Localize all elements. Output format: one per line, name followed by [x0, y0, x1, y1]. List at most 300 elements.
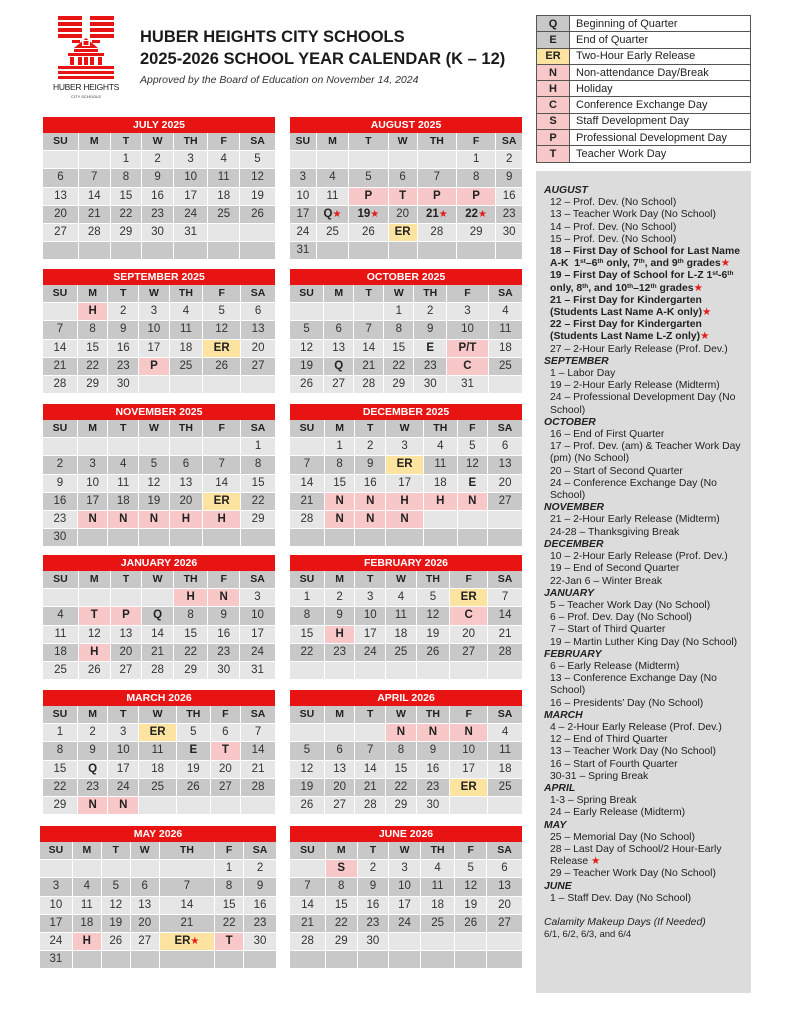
note-item-last-day: 28 – Last Day of School/2 Hour-Early Release ★	[550, 843, 722, 868]
day-cell: N	[458, 493, 488, 510]
day-cell: 18	[43, 644, 78, 661]
empty-day-cell	[386, 529, 423, 546]
legend-code: Q	[537, 16, 570, 32]
empty-day-cell	[418, 151, 456, 168]
day-cell: 25	[317, 224, 349, 241]
legend-row	[537, 32, 751, 48]
day-cell: 4	[489, 303, 522, 320]
week-row	[290, 151, 522, 168]
week-row	[290, 797, 522, 814]
day-cell: 15	[215, 897, 243, 914]
empty-day-cell	[139, 529, 169, 546]
weekday-label: SA	[489, 285, 522, 302]
day-cell: 23	[43, 511, 77, 528]
day-cell: 17	[240, 626, 275, 643]
day-cell: 1	[241, 438, 275, 455]
note-item: 27 – 2-Hour Early Release (Prof. Dev.)	[550, 343, 728, 355]
day-cell: 6	[389, 169, 417, 186]
month-calendar-july-2025	[43, 117, 275, 260]
empty-day-cell	[160, 860, 214, 877]
empty-day-cell	[102, 860, 130, 877]
day-cell: H	[78, 303, 108, 320]
day-cell: 23	[244, 915, 276, 932]
legend-label: Two-Hour Early Release	[570, 48, 751, 64]
note-item: 25 – Memorial Day (No School)	[550, 831, 695, 843]
weekday-label: SA	[241, 285, 275, 302]
day-cell: 13	[487, 878, 522, 895]
day-cell: 15	[290, 626, 324, 643]
day-cell: N	[78, 797, 108, 814]
week-row	[290, 897, 522, 914]
day-cell: 30	[244, 933, 276, 950]
week-row	[290, 607, 522, 624]
day-cell: 11	[73, 897, 101, 914]
empty-day-cell	[488, 511, 522, 528]
legend-code: T	[537, 146, 570, 162]
day-cell: 15	[386, 761, 416, 778]
month-calendar-february-2026	[290, 555, 522, 680]
weekday-label: M	[79, 133, 110, 150]
calamity-heading: Calamity Makeup Days (If Needed)	[544, 916, 706, 928]
day-cell: 10	[447, 321, 488, 338]
note-item: 24 – Early Release (Midterm)	[550, 807, 686, 819]
day-label: Q	[323, 207, 333, 220]
day-cell: 21	[142, 644, 173, 661]
empty-day-cell	[458, 511, 488, 528]
day-cell: 22	[111, 206, 142, 223]
day-cell: 11	[386, 607, 416, 624]
day-cell: 3	[355, 589, 385, 606]
weekday-label: SA	[241, 420, 275, 437]
day-cell: 14	[488, 607, 522, 624]
week-row	[290, 626, 522, 643]
day-cell: C	[447, 358, 488, 375]
weekday-header-row	[43, 571, 275, 588]
day-cell: 11	[317, 188, 349, 205]
empty-day-cell	[78, 529, 108, 546]
note-item: 16 – Presidents’ Day (No School)	[550, 697, 704, 709]
day-cell: 13	[131, 897, 159, 914]
approval-note: Approved by the Board of Education on November 14, 2024	[140, 74, 419, 86]
day-cell: 27	[111, 662, 142, 679]
empty-day-cell	[450, 662, 487, 679]
month-title: FEBRUARY 2026	[290, 555, 522, 571]
day-cell: 26	[177, 779, 209, 796]
day-cell: 4	[386, 589, 416, 606]
day-cell: 7	[160, 878, 214, 895]
weekday-label: F	[457, 133, 495, 150]
day-cell: 9	[78, 742, 108, 759]
note-item: 1 – Staff Dev. Day (No School)	[550, 892, 692, 904]
notes-heading-august: AUGUST	[544, 185, 588, 196]
weekday-label: W	[386, 571, 416, 588]
month-calendar-august-2025	[290, 117, 522, 260]
empty-day-cell	[290, 151, 316, 168]
day-cell: 17	[108, 761, 138, 778]
day-cell: 27	[211, 779, 241, 796]
empty-day-cell	[240, 242, 275, 259]
star-icon: ★	[478, 208, 488, 220]
weekday-header-row	[290, 706, 522, 723]
weekday-label: SA	[240, 133, 275, 150]
day-cell: 27	[131, 933, 159, 950]
day-cell: 18	[488, 761, 522, 778]
weekday-label: SA	[496, 133, 522, 150]
day-cell: 9	[43, 475, 77, 492]
month-grid	[39, 841, 277, 969]
day-cell: 8	[457, 169, 495, 186]
empty-day-cell	[389, 242, 417, 259]
legend-row	[537, 97, 751, 113]
day-cell: 21	[290, 493, 324, 510]
weekday-label: TH	[174, 133, 208, 150]
day-cell: 26	[349, 224, 387, 241]
day-cell: N	[139, 511, 169, 528]
empty-day-cell	[489, 376, 522, 393]
week-row	[290, 933, 522, 950]
day-cell: 29	[457, 224, 495, 241]
day-cell: 24	[389, 915, 420, 932]
day-cell: N	[386, 724, 416, 741]
day-cell: 5	[290, 321, 323, 338]
star-icon: ★	[332, 208, 342, 220]
week-row	[290, 529, 522, 546]
note-item: 17 – Prof. Dev. (am) & Teacher Work Day (pm) (No School)	[550, 441, 741, 465]
month-grid	[42, 419, 276, 547]
day-cell: 30	[496, 224, 522, 241]
weekday-label: F	[208, 133, 239, 150]
day-cell: 16	[108, 340, 138, 357]
month-grid	[42, 284, 276, 394]
day-cell: 23	[414, 358, 446, 375]
day-cell: 9	[358, 878, 389, 895]
day-cell: 29	[43, 797, 77, 814]
weekday-label: T	[354, 285, 383, 302]
day-cell: 28	[142, 662, 173, 679]
day-cell: N	[417, 724, 449, 741]
day-cell: 1	[111, 151, 142, 168]
day-cell: 10	[78, 475, 108, 492]
weekday-header-row	[290, 571, 522, 588]
day-cell: 20	[389, 206, 417, 223]
weekday-label: TH	[417, 571, 449, 588]
day-cell: 25	[386, 644, 416, 661]
week-row	[290, 742, 522, 759]
day-cell: 11	[208, 169, 239, 186]
note-item: 30-31 – Spring Break	[550, 770, 649, 782]
day-cell: 1	[325, 438, 355, 455]
weekday-label: W	[139, 285, 169, 302]
day-cell: 13	[241, 321, 275, 338]
empty-day-cell	[73, 951, 101, 968]
day-cell: 13	[488, 456, 522, 473]
week-row	[290, 340, 522, 357]
week-row	[43, 607, 275, 624]
legend-code: E	[537, 32, 570, 48]
day-cell: 24	[40, 933, 72, 950]
month-calendar-september-2025	[43, 269, 275, 394]
empty-day-cell	[40, 860, 72, 877]
day-cell: 14	[203, 475, 240, 492]
day-cell: 27	[487, 915, 522, 932]
week-row	[290, 662, 522, 679]
day-cell: 7	[290, 878, 325, 895]
day-cell: 27	[324, 376, 353, 393]
week-row	[290, 779, 522, 796]
day-cell: 28	[418, 224, 456, 241]
note-item-kindergarten-a-k: 21 – First Day for Kindergarten (Students Last Name A-K only)★	[550, 294, 712, 319]
day-cell: 26	[290, 797, 324, 814]
weekday-label: W	[389, 133, 417, 150]
note-item: 13 – Teacher Work Day (No School)	[550, 209, 716, 221]
empty-day-cell	[43, 438, 77, 455]
week-row	[290, 438, 522, 455]
week-row	[290, 456, 522, 473]
legend-label: Non-attendance Day/Break	[570, 64, 751, 80]
day-label: ER	[174, 935, 191, 948]
empty-day-cell	[421, 951, 455, 968]
day-cell: 15	[174, 626, 208, 643]
day-cell: 1	[215, 860, 243, 877]
notes-heading-march: MARCH	[544, 709, 583, 721]
empty-day-cell	[241, 376, 275, 393]
month-grid	[289, 419, 523, 547]
important-dates-panel	[536, 171, 751, 993]
empty-day-cell	[386, 662, 416, 679]
day-cell: 1	[384, 303, 413, 320]
week-row	[43, 493, 275, 510]
day-cell: 12	[455, 878, 486, 895]
month-calendar-may-2026	[40, 826, 276, 969]
day-cell: 21	[43, 358, 77, 375]
week-row	[290, 303, 522, 320]
empty-day-cell	[424, 511, 456, 528]
week-row	[40, 897, 276, 914]
day-cell: 19	[139, 493, 169, 510]
day-cell: 21	[160, 915, 214, 932]
empty-day-cell	[458, 529, 488, 546]
day-cell: 31	[40, 951, 72, 968]
day-cell: 9	[414, 321, 446, 338]
day-cell: 8	[241, 456, 275, 473]
calendar-title: 2025-2026 SCHOOL YEAR CALENDAR (K – 12)	[140, 50, 506, 68]
note-item-first-day-l-z: 19 – First Day of School for L-Z 1st-6th only, 8th, and 10th–12th grades★	[550, 270, 734, 294]
legend-row	[537, 81, 751, 97]
day-cell: 10	[355, 607, 385, 624]
week-row	[290, 878, 522, 895]
empty-day-cell	[170, 376, 202, 393]
empty-day-cell	[488, 662, 522, 679]
day-cell: N	[386, 511, 423, 528]
day-cell: 3	[40, 878, 72, 895]
weekday-label: M	[73, 842, 101, 859]
day-cell: 7	[355, 742, 385, 759]
notes-heading-november: NOVEMBER	[544, 502, 605, 514]
day-cell: 8	[78, 321, 108, 338]
day-cell: 25	[43, 662, 78, 679]
day-cell: 26	[203, 358, 240, 375]
day-cell: 28	[290, 511, 324, 528]
weekday-label: T	[111, 571, 142, 588]
empty-day-cell	[355, 529, 385, 546]
weekday-label: SU	[43, 706, 77, 723]
weekday-label: SA	[240, 571, 275, 588]
month-title: OCTOBER 2025	[290, 269, 522, 285]
day-cell: ER	[389, 224, 417, 241]
empty-day-cell	[177, 797, 209, 814]
day-cell: N	[108, 797, 138, 814]
day-cell: N	[355, 511, 385, 528]
empty-day-cell	[455, 933, 486, 950]
empty-day-cell	[488, 797, 522, 814]
day-cell: P	[457, 188, 495, 205]
weekday-label: W	[384, 285, 413, 302]
day-cell: 24	[174, 206, 208, 223]
day-cell: 10	[450, 742, 487, 759]
weekday-label: TH	[417, 706, 449, 723]
weekday-label: M	[324, 285, 353, 302]
day-cell: H	[79, 644, 110, 661]
empty-day-cell	[43, 242, 78, 259]
day-cell: 2	[414, 303, 446, 320]
day-cell: 9	[496, 169, 522, 186]
notes-heading-december: DECEMBER	[544, 538, 604, 550]
month-title: AUGUST 2025	[290, 117, 522, 133]
day-cell: 3	[386, 438, 423, 455]
day-cell: 24	[290, 224, 316, 241]
empty-day-cell	[325, 662, 355, 679]
weekday-label: F	[458, 420, 488, 437]
day-cell: 14	[354, 340, 383, 357]
empty-day-cell	[290, 951, 325, 968]
day-cell: 7	[241, 724, 275, 741]
day-cell: Q	[324, 358, 353, 375]
day-cell: 3	[174, 151, 208, 168]
note-item: 14 – Prof. Dev. (No School)	[550, 221, 677, 233]
day-cell: 13	[43, 188, 78, 205]
weekday-label: SU	[290, 571, 324, 588]
empty-day-cell	[290, 303, 323, 320]
weekday-label: W	[386, 420, 423, 437]
weekday-label: SA	[488, 420, 522, 437]
note-item: 5 – Teacher Work Day (No School)	[550, 599, 711, 611]
month-grid	[289, 841, 523, 969]
weekday-label: SA	[488, 571, 522, 588]
empty-day-cell	[389, 933, 420, 950]
day-cell: 26	[79, 662, 110, 679]
star-icon: ★	[702, 307, 712, 319]
day-cell: 22	[174, 644, 208, 661]
note-item: 15 – Prof. Dev. (No School)	[550, 233, 677, 245]
notes-heading-october: OCTOBER	[544, 416, 596, 428]
legend-code: C	[537, 97, 570, 113]
empty-day-cell	[203, 376, 240, 393]
empty-day-cell	[355, 724, 385, 741]
note-item-kindergarten-l-z: 22 – First Day for Kindergarten (Students Last Name L-Z only)★	[550, 319, 710, 343]
week-row	[290, 951, 522, 968]
note-item: 12 – Prof. Dev. (No School)	[550, 197, 677, 209]
legend-row	[537, 48, 751, 64]
day-cell: 6	[488, 438, 522, 455]
logo-subtitle: CITY SCHOOLS	[71, 94, 101, 99]
empty-day-cell	[496, 242, 522, 259]
star-icon: ★	[591, 856, 601, 868]
empty-day-cell	[349, 242, 387, 259]
month-title: MARCH 2026	[43, 690, 275, 706]
week-row	[290, 206, 522, 223]
day-cell: 17	[139, 340, 169, 357]
day-cell: 18	[386, 626, 416, 643]
legend-code: ER	[537, 48, 570, 64]
empty-day-cell	[43, 151, 78, 168]
day-cell: 19	[177, 761, 209, 778]
empty-day-cell	[139, 438, 169, 455]
day-cell: 9	[244, 878, 276, 895]
weekday-header-row	[290, 133, 522, 150]
weekday-header-row	[43, 420, 275, 437]
day-cell: 14	[290, 475, 324, 492]
legend-label: End of Quarter	[570, 32, 751, 48]
empty-day-cell	[131, 951, 159, 968]
day-cell: 30	[417, 797, 449, 814]
day-cell: 19	[102, 915, 130, 932]
day-cell: 20	[111, 644, 142, 661]
empty-day-cell	[290, 529, 324, 546]
day-cell: 8	[290, 607, 324, 624]
day-cell: 11	[108, 475, 138, 492]
day-cell: T	[79, 607, 110, 624]
day-cell: 5	[240, 151, 275, 168]
weekday-header-row	[43, 706, 275, 723]
day-cell: 21	[241, 761, 275, 778]
day-cell: 7	[418, 169, 456, 186]
day-cell: 15	[241, 475, 275, 492]
note-item: 12 – End of Third Quarter	[550, 734, 668, 746]
day-cell: 9	[208, 607, 239, 624]
week-row	[290, 188, 522, 205]
day-cell: 25	[208, 206, 239, 223]
day-cell: 11	[139, 742, 176, 759]
day-cell: 3	[78, 456, 108, 473]
empty-day-cell	[389, 951, 420, 968]
day-cell: 23	[78, 779, 108, 796]
day-cell: 14	[142, 626, 173, 643]
day-cell: 24	[355, 644, 385, 661]
day-cell: 20	[211, 761, 241, 778]
empty-day-cell	[325, 529, 355, 546]
day-cell: 8	[325, 456, 355, 473]
day-cell: 21	[290, 915, 325, 932]
weekday-label: F	[203, 285, 240, 302]
empty-day-cell	[108, 529, 138, 546]
note-item: 13 – Teacher Work Day (No School)	[550, 746, 716, 758]
empty-day-cell	[139, 797, 176, 814]
weekday-label: F	[447, 285, 488, 302]
empty-day-cell	[208, 242, 239, 259]
day-cell: 13	[324, 340, 353, 357]
empty-day-cell	[358, 951, 389, 968]
day-cell: 9	[142, 169, 173, 186]
empty-day-cell	[317, 151, 349, 168]
day-cell: 25	[489, 358, 522, 375]
star-icon: ★	[700, 331, 710, 343]
weekday-label: TH	[177, 706, 209, 723]
day-cell: 23	[325, 644, 355, 661]
day-cell: 5	[455, 860, 486, 877]
week-row	[43, 438, 275, 455]
week-row	[40, 951, 276, 968]
day-cell: 28	[355, 797, 385, 814]
